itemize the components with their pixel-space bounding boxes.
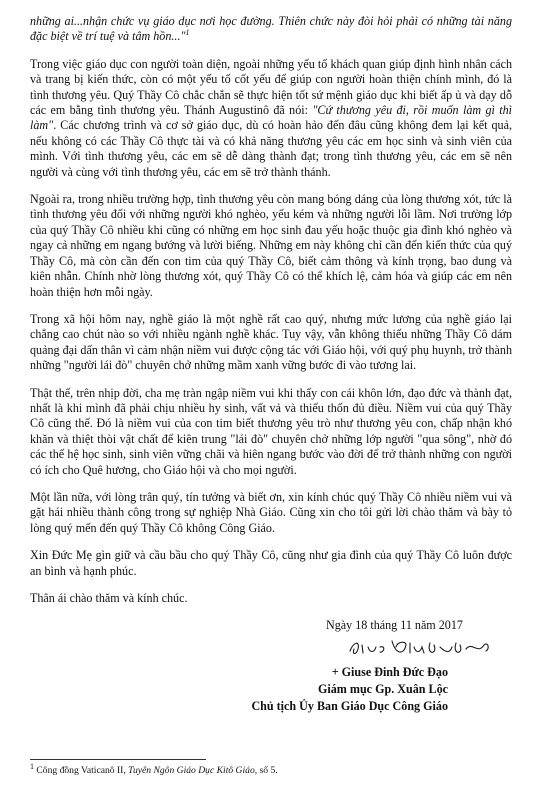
opening-quote-text: những ai...nhận chức vụ giáo dục nơi học đường. Thiên chức này đòi hỏi phải có những tài năng đặc biệt về trí tuệ và tâm hồn..." [30, 14, 512, 44]
letter-date: Ngày 18 tháng 11 năm 2017 [326, 618, 463, 633]
paragraph-5: Một lần nữa, với lòng trân quý, tín tưởng và biết ơn, xin kính chúc quý Thầy Cô nhiều niềm vui và gặt hái nhiều thành công trong sự nghiệp Nhà Giáo. Cũng xin cho tôi gửi lời chào thăm và bày tỏ lòng quý mến đến quý Thầy Cô không Công Giáo. [30, 489, 512, 535]
footnote-title: Tuyên Ngôn Giáo Dục Kitô Giáo [128, 765, 255, 776]
footnote-part-b: , số 5. [254, 765, 278, 776]
signature-block [30, 664, 512, 715]
footnote-part-a: Công đồng Vaticanô II, [34, 765, 129, 776]
signer-title: Giám mục Gp. Xuân Lộc [317, 682, 448, 697]
augustine-quote: "Cứ thương yêu đi, rồi muốn làm gì thì làm" [30, 103, 512, 133]
opening-quote [30, 14, 512, 45]
footnote-number: 1 [30, 761, 34, 771]
paragraph-1-part-b: . Các chương trình và cơ sở giáo dục, dù có hoàn hảo đến đâu cũng không đem lại kết quả, nếu không có các Thầy Cô thực tài và có khả năng thương yêu các em học sinh và sinh viên của mình. Với tình thương yêu, các em sẽ dễ dàng thành đạt; trong tình thương yêu, các em sẽ nên người và cùng với tình thương yêu, các em sẽ trở thành thánh. [30, 118, 512, 179]
footnote-ref: 1 [185, 28, 190, 38]
paragraph-3: Trong xã hội hôm nay, nghề giáo là một nghề rất cao quý, nhưng mức lương của nghề giáo lại chẳng cao chút nào so với nhiều ngành nghề khác. Tuy vậy, vẫn không thiếu những Thầy Cô dám quảng đại dấn thân vì cảm nhận niềm vui được cộng tác với Giáo hội, với quý phụ huynh, trở thành những "người lái đò" chuyên chở những mầm xanh vững bước đi vào tương lai. [30, 311, 512, 373]
handwritten-signature [346, 637, 496, 659]
paragraph-1-part-a: Trong việc giáo dục con người toàn diện, ngoài những yếu tố khách quan giúp định hình nhân cách và trang bị kiến thức, còn có một yếu tố cốt yếu để giúp con người hoàn thiện chính mình, đó là tình thương yêu. Quý Thầy Cô chắc chắn sẽ thực hiện tốt sứ mệnh giáo dục khi biết ấp ủ và dạy dỗ các em bằng tình thương yêu. Thánh Augustinô đã nói: [30, 56, 512, 118]
signer-name: + Giuse Đinh Đức Đạo [331, 665, 448, 680]
paragraph-2: Ngoài ra, trong nhiều trường hợp, tình thương yêu còn mang bóng dáng của lòng thương xót, tức là tình thương yêu đối với những người khó nghèo, yếu kém và những người lỗi lầm. Nơi trường lớp của quý Thầy Cô nhiều khi cũng có những em học sinh đau yếu hoặc thuộc gia đình khó nghèo và ngay cả những em ngang bướng và lười biếng. Những em này không chỉ cần đến kiến thức của quý Thầy Cô, mà còn cần đến con tim của quý Thầy Cô, biết cảm thông và kính trọng, bao dung và kiên nhẫn. Chính nhờ lòng thương xót, quý Thầy Cô có thể khích lệ, cảm hóa và giúp các em nên hoàn thiện hơn mỗi ngày. [30, 192, 512, 299]
footnote-divider [30, 759, 206, 760]
paragraph-4: Thật thế, trên nhịp đời, cha mẹ tràn ngập niềm vui khi thấy con cái khôn lớn, đạo đức và thành đạt, nhất là khi mình đã phải chịu nhiều hy sinh, vất vả và thiếu thốn đủ điều. Niềm vui của quý Thầy Cô cũng thế. Đó là niềm vui của con tim biết thương yêu trò như thương yêu con, chấp nhận khó khăn và thiệt thòi vật chất để kiên trung "lái đò" chuyên chở những lớp người "qua sông", nhờ đó các thế hệ học sinh, sinh viên vững chãi và hiên ngang bước vào đời để trở thành những con người có ích cho Quê hương, cho Giáo hội và cho mọi người. [30, 385, 512, 477]
paragraph-6: Xin Đức Mẹ gìn giữ và cầu bầu cho quý Thầy Cô, cũng như gia đình của quý Thầy Cô luôn được an bình và hạnh phúc. [30, 548, 512, 578]
paragraph-1 [30, 57, 512, 180]
signer-role: Chủ tịch Ủy Ban Giáo Dục Công Giáo [251, 699, 448, 714]
paragraph-7: Thân ái chào thăm và kính chúc. [30, 591, 188, 605]
footnote [30, 761, 278, 777]
